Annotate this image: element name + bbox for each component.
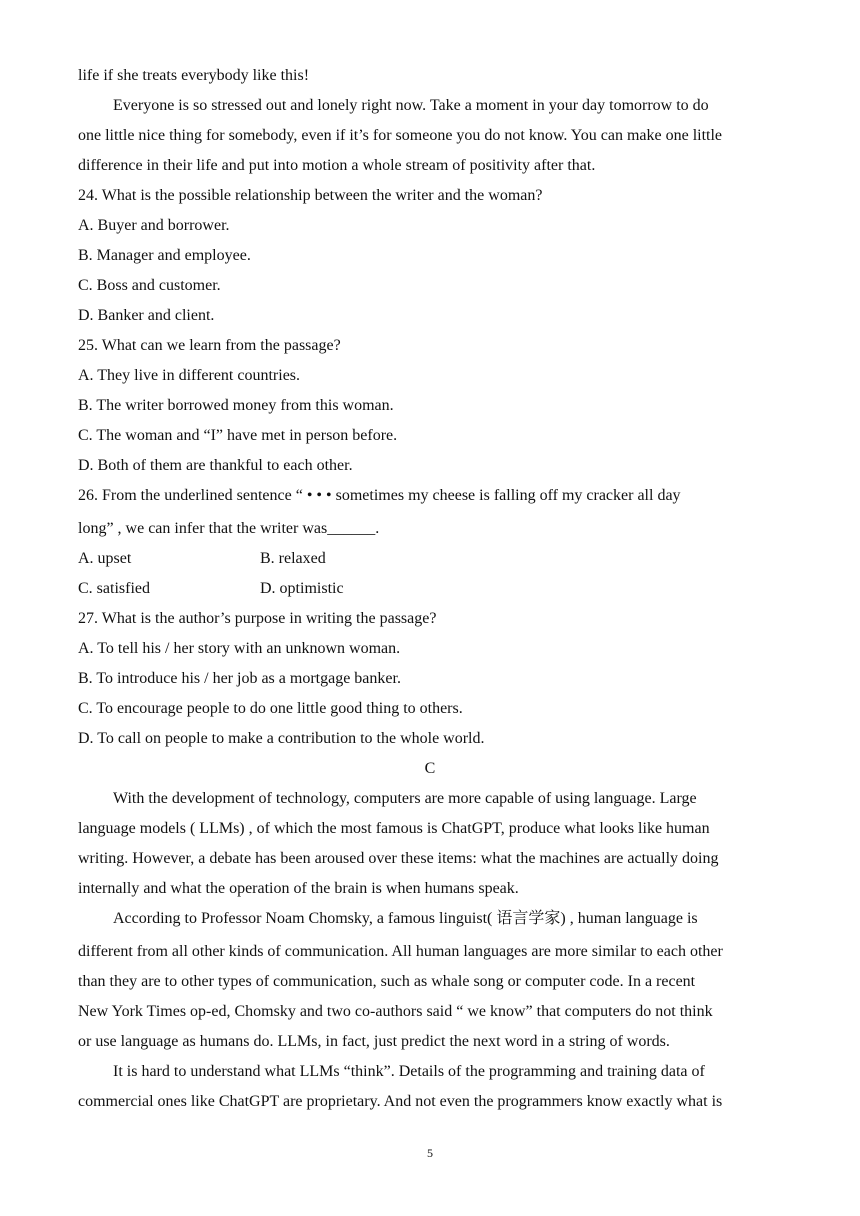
question-25-option-d: D. Both of them are thankful to each other. [78,457,353,474]
text-line: one little nice thing for somebody, even if it’s for someone you do not know. You can make one little [78,127,723,144]
text-line: commercial ones like ChatGPT are proprietary. And not even the programmers know exactly what is [78,1093,723,1110]
question-25-option-b: B. The writer borrowed money from this woman. [78,397,394,414]
question-25-option-c: C. The woman and “I” have met in person before. [78,427,398,444]
question-27-option-d: D. To call on people to make a contribution to the whole world. [78,730,485,747]
section-heading: C [424,760,436,777]
question-26-option-a: A. upset [78,550,132,567]
question-27-option-a: A. To tell his / her story with an unknown woman. [78,640,401,657]
text-line: life if she treats everybody like this! [78,67,310,84]
question-27-option-b: B. To introduce his / her job as a mortgage banker. [78,670,401,687]
text-line: It is hard to understand what LLMs “think”. Details of the programming and training data of [113,1063,705,1080]
text-line: than they are to other types of communication, such as whale song or computer code. In a recent [78,973,696,990]
text-line: According to Professor Noam Chomsky, a famous linguist( 语言学家) , human language is [113,910,698,927]
text-line: internally and what the operation of the brain is when humans speak. [78,880,519,897]
question-24-stem: 24. What is the possible relationship between the writer and the woman? [78,187,543,204]
question-25-stem: 25. What can we learn from the passage? [78,337,341,354]
text-line: Everyone is so stressed out and lonely right now. Take a moment in your day tomorrow to do [113,97,709,114]
page-number: 5 [427,1146,433,1160]
text-line: New York Times op-ed, Chomsky and two co-authors said “ we know” that computers do not think [78,1003,713,1020]
question-26-stem-line-2: long” , we can infer that the writer was______. [78,520,380,537]
text-line: or use language as humans do. LLMs, in fact, just predict the next word in a string of words. [78,1033,670,1050]
question-26-option-b: B. relaxed [260,550,326,567]
question-26-option-c: C. satisfied [78,580,150,597]
text-line: With the development of technology, computers are more capable of using language. Large [113,790,697,807]
question-26-stem-line-1: 26. From the underlined sentence “ • • • sometimes my cheese is falling off my cracker all day [78,487,681,504]
text-line: different from all other kinds of communication. All human languages are more similar to each other [78,943,723,960]
text-line: difference in their life and put into motion a whole stream of positivity after that. [78,157,596,174]
question-26-option-d: D. optimistic [260,580,344,597]
question-27-option-c: C. To encourage people to do one little good thing to others. [78,700,463,717]
question-25-option-a: A. They live in different countries. [78,367,301,384]
question-27-stem: 27. What is the author’s purpose in writing the passage? [78,610,437,627]
question-24-option-a: A. Buyer and borrower. [78,217,230,234]
question-24-option-c: C. Boss and customer. [78,277,221,294]
text-line: writing. However, a debate has been aroused over these items: what the machines are actually doing [78,850,719,867]
question-24-option-b: B. Manager and employee. [78,247,251,264]
question-24-option-d: D. Banker and client. [78,307,215,324]
text-line: language models ( LLMs) , of which the most famous is ChatGPT, produce what looks like human [78,820,710,837]
